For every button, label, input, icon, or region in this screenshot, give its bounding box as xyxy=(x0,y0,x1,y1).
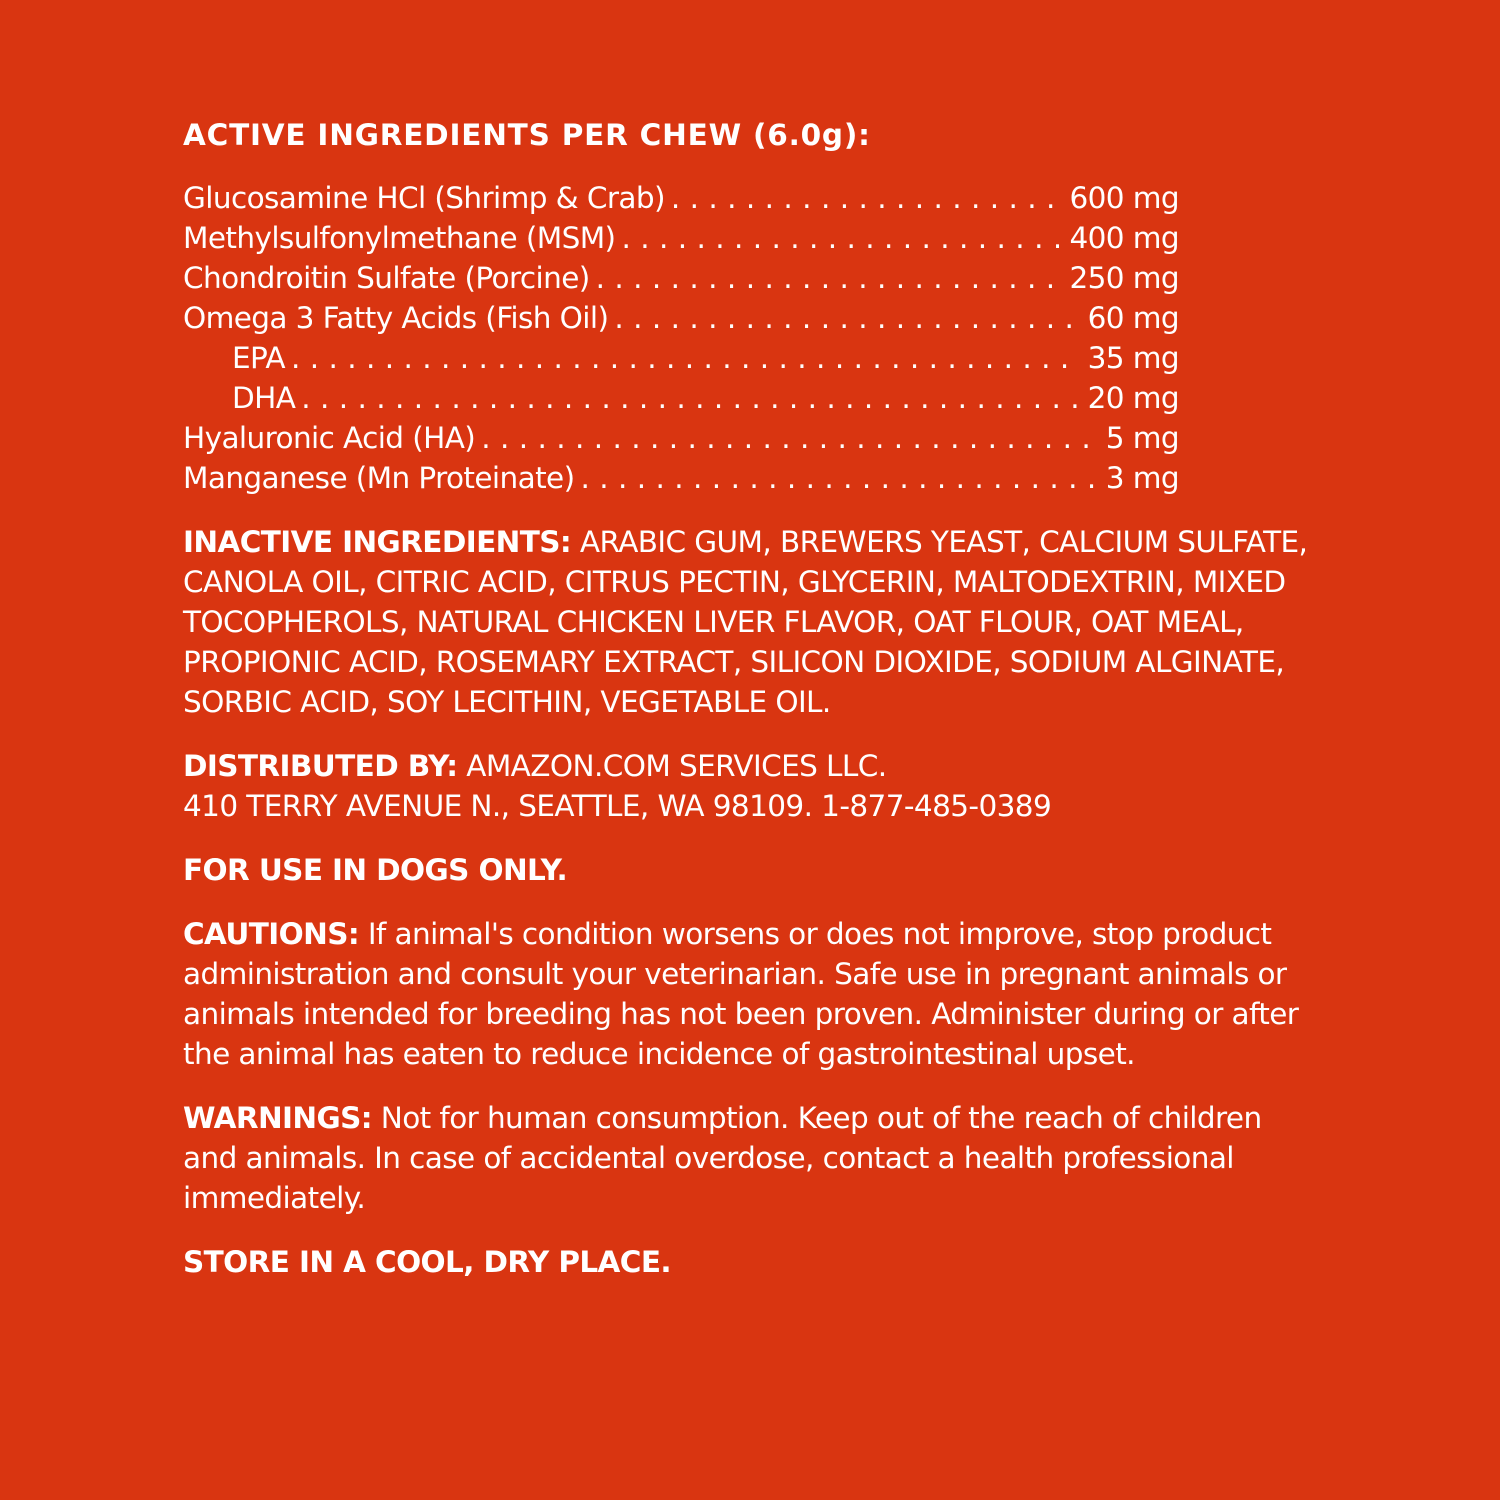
dogs-only-notice: FOR USE IN DOGS ONLY. xyxy=(183,853,568,887)
inactive-ingredients-text: ARABIC GUM, BREWERS YEAST, CALCIUM SULFATE, CANOLA OIL, CITRIC ACID, CITRUS PECTIN, GLYCERIN, MALTODEXTRIN, MIXED TOCOPHEROLS, NATURAL CHICKEN LIVER FLAVOR, OAT FLOUR, OAT MEAL, PROPIONIC ACID, ROSEMARY EXTRACT, SILICON DIOXIDE, SODIUM ALGINATE, SORBIC ACID, SOY LECITHIN, VEGETABLE OIL. xyxy=(183,525,1308,719)
product-label xyxy=(183,112,1323,1282)
ingredient-amount: 3 mg xyxy=(1105,461,1179,495)
warnings-block xyxy=(183,1098,1323,1218)
dot-leader xyxy=(291,338,1078,378)
ingredient-amount: 600 mg xyxy=(1069,181,1179,215)
dot-leader xyxy=(621,218,1059,258)
inactive-ingredients xyxy=(183,522,1323,722)
cautions-text: If animal's condition worsens or does not improve, stop product administration and consult your veterinarian. Safe use in pregnant animals or animals intended for breeding has not been proven. Administer during or after the animal has eaten to reduce incidence of gastrointestinal upset. xyxy=(183,917,1299,1071)
ingredient-amount: 250 mg xyxy=(1069,261,1179,295)
distributor-block xyxy=(183,746,1323,826)
ingredient-name: DHA xyxy=(232,381,296,415)
ingredient-name: Manganese (Mn Proteinate) xyxy=(183,461,575,495)
ingredient-name: Omega 3 Fatty Acids (Fish Oil) xyxy=(183,301,609,335)
distributor-address: 410 TERRY AVENUE N., SEATTLE, WA 98109. 1-877-485-0389 xyxy=(183,789,1052,823)
dot-leader xyxy=(301,378,1077,418)
ingredient-name: EPA xyxy=(232,341,285,375)
ingredient-row xyxy=(183,298,1179,338)
ingredient-name: Methylsulfonylmethane (MSM) xyxy=(183,221,616,255)
inactive-ingredients-label: INACTIVE INGREDIENTS: xyxy=(183,525,572,559)
ingredient-name: Hyaluronic Acid (HA) xyxy=(183,421,476,455)
dot-leader xyxy=(481,418,1096,458)
ingredient-amount: 400 mg xyxy=(1069,221,1179,255)
dot-leader xyxy=(581,458,1096,498)
ingredient-row xyxy=(183,458,1179,498)
ingredient-row xyxy=(183,178,1179,218)
ingredient-row xyxy=(183,218,1179,258)
warnings-text: Not for human consumption. Keep out of the reach of children and animals. In case of accidental overdose, contact a health professional immediately. xyxy=(183,1101,1262,1215)
distributor-name: AMAZON.COM SERVICES LLC. xyxy=(466,749,887,783)
active-ingredients-heading: ACTIVE INGREDIENTS PER CHEW (6.0g): xyxy=(183,118,871,152)
storage-notice: STORE IN A COOL, DRY PLACE. xyxy=(183,1245,671,1279)
ingredient-amount: 60 mg xyxy=(1087,301,1179,335)
dot-leader xyxy=(614,298,1077,338)
ingredient-amount: 35 mg xyxy=(1087,341,1179,375)
ingredient-subrow xyxy=(183,338,1179,378)
ingredient-amount: 20 mg xyxy=(1087,381,1179,415)
ingredient-amount: 5 mg xyxy=(1105,421,1179,455)
ingredient-name: Chondroitin Sulfate (Porcine) xyxy=(183,261,590,295)
dot-leader xyxy=(671,178,1060,218)
cautions-label: CAUTIONS: xyxy=(183,917,360,951)
ingredient-name: Glucosamine HCl (Shrimp & Crab) xyxy=(183,181,665,215)
cautions-block xyxy=(183,914,1323,1074)
ingredient-row xyxy=(183,258,1179,298)
ingredient-row xyxy=(183,418,1179,458)
distributor-label: DISTRIBUTED BY: xyxy=(183,749,458,783)
dot-leader xyxy=(596,258,1060,298)
warnings-label: WARNINGS: xyxy=(183,1101,372,1135)
active-ingredients-list xyxy=(183,178,1179,498)
ingredient-subrow xyxy=(183,378,1179,418)
